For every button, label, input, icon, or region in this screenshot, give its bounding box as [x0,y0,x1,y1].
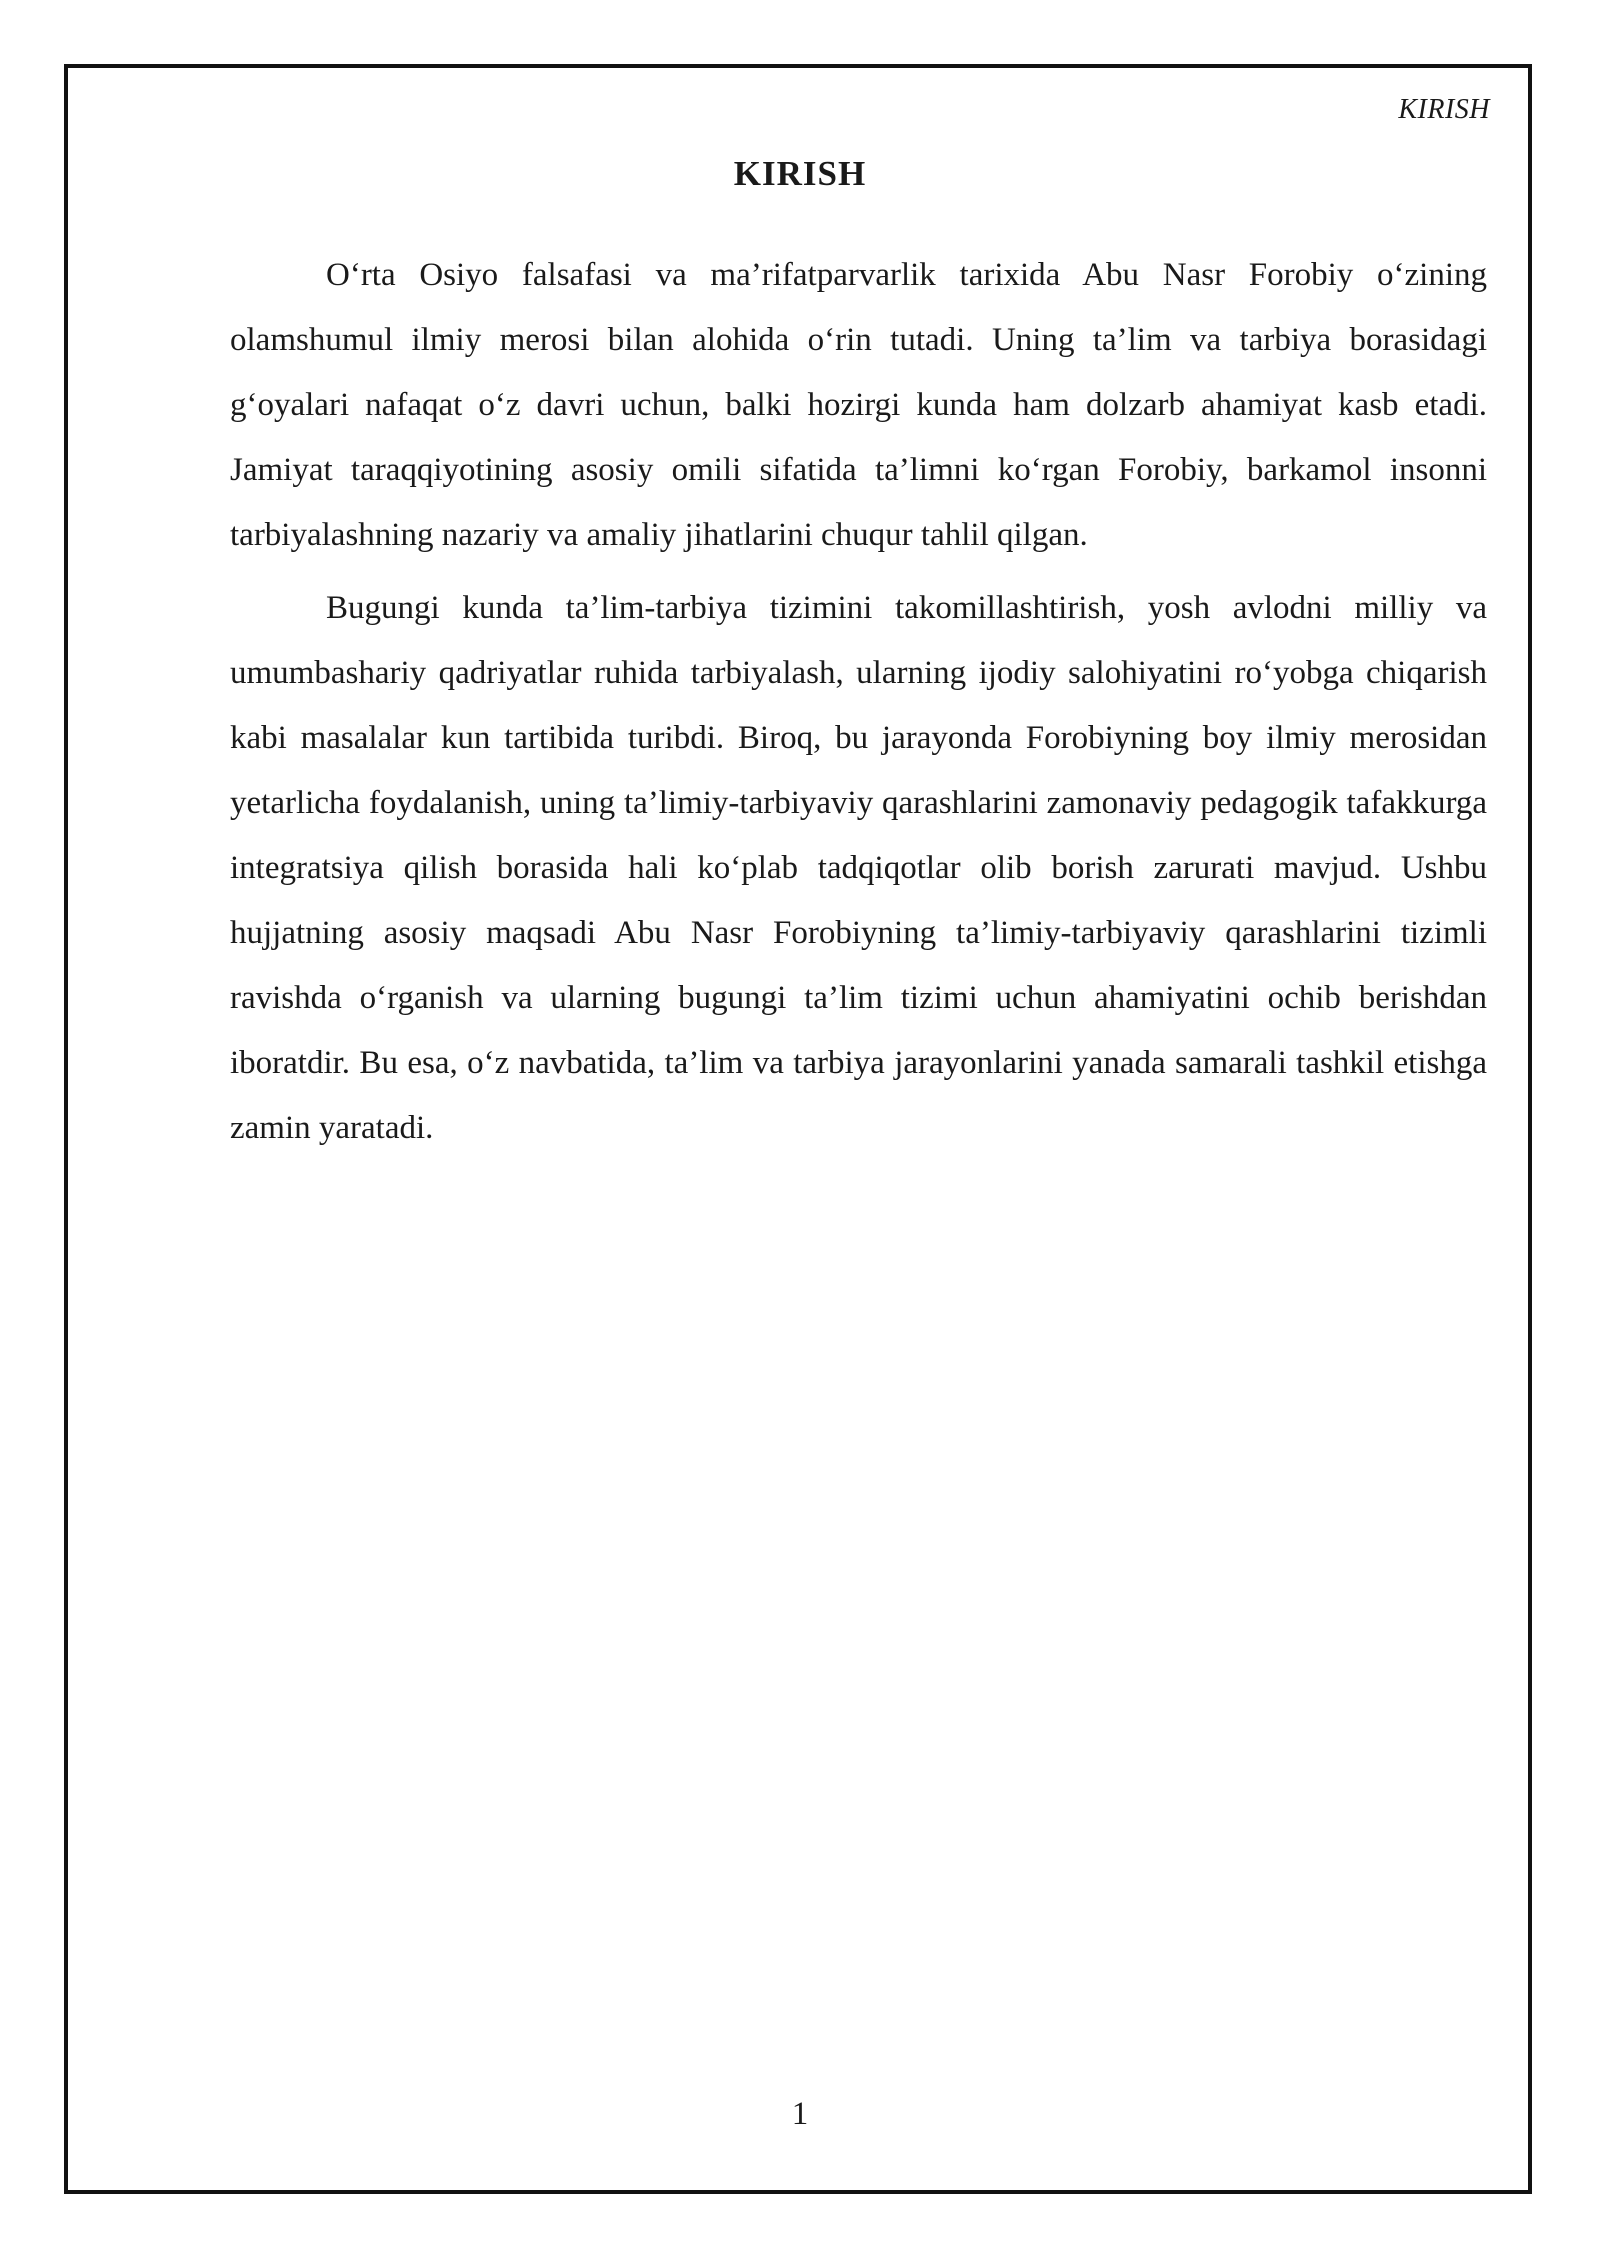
page-number: 1 [791,2096,809,2132]
paragraph-1: O‘rta Osiyo falsafasi va ma’rifatparvarlik tarixida Abu Nasr Forobiy o‘zining olamshumul ilmiy merosi bilan alohida o‘rin tutadi. Uning ta’lim va tarbiya borasidagi g‘oyalari nafaqat o‘z davri uchun, balki hozirgi kunda ham dolzarb ahamiyat kasb etadi. Jamiyat taraqqiyotining asosiy omili sifatida ta’limni ko‘rgan Forobiy, barkamol insonni tarbiyalashning nazariy va amaliy jihatlarini chuqur tahlil qilgan. [230,257,1487,553]
body-text [230,243,1487,1169]
paragraph-2: Bugungi kunda ta’lim-tarbiya tizimini takomillashtirish, yosh avlodni milliy va umumbashariy qadriyatlar ruhida tarbiyalash, ularning ijodiy salohiyatini ro‘yobga chiqarish kabi masalalar kun tartibida turibdi. Biroq, bu jarayonda Forobiyning boy ilmiy merosidan yetarlicha foydalanish, uning ta’limiy-tarbiyaviy qarashlarini zamonaviy pedagogik tafakkurga integratsiya qilish borasida hali ko‘plab tadqiqotlar olib borish zarurati mavjud. Ushbu hujjatning asosiy maqsadi Abu Nasr Forobiyning ta’limiy-tarbiyaviy qarashlarini tizimli ravishda o‘rganish va ularning bugungi ta’lim tizimi uchun ahamiyatini ochib berishdan iboratdir. Bu esa, o‘z navbatida, ta’lim va tarbiya jarayonlarini yanada samarali tashkil etishga zamin yaratadi. [230,590,1487,1146]
running-header: KIRISH [1398,94,1490,125]
section-title: KIRISH [733,154,867,193]
